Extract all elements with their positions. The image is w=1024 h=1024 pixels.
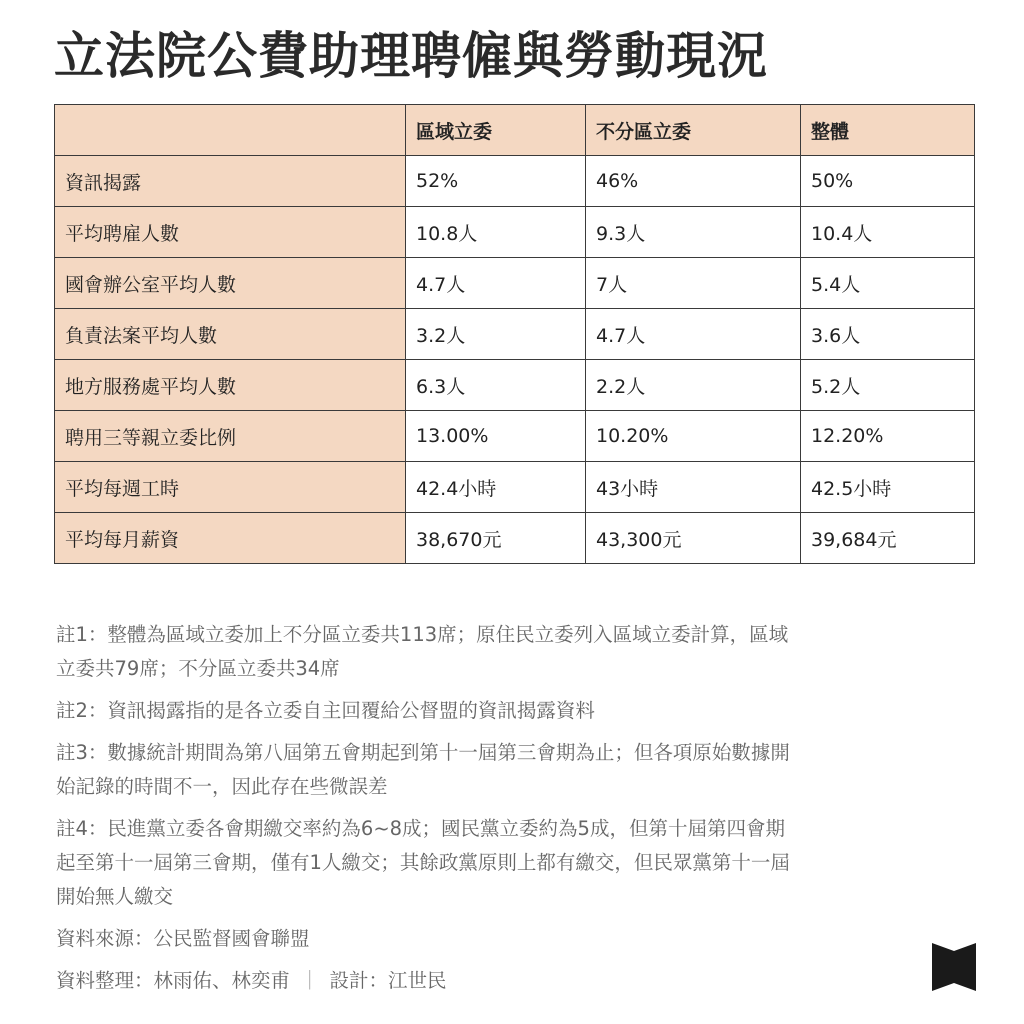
cell-at-large: 4.7人 [586, 309, 801, 360]
credits-line [56, 964, 936, 998]
publisher-logo-icon [932, 943, 976, 991]
cell-at-large: 46% [586, 156, 801, 207]
credits-separator: ｜ [300, 969, 320, 992]
cell-at-large: 7人 [586, 258, 801, 309]
table-row [55, 207, 975, 258]
cell-overall: 5.2人 [801, 360, 975, 411]
note-4 [56, 812, 936, 914]
note-4-line-1: 註4：民進黨立委各會期繳交率約為6~8成；國民黨立委約為5成，但第十屆第四會期 [56, 817, 785, 840]
cell-district: 10.8人 [406, 207, 586, 258]
table-row [55, 258, 975, 309]
row-label: 地方服務處平均人數 [55, 360, 406, 411]
note-3-line-1: 註3：數據統計期間為第八屆第五會期起到第十一屆第三會期為止；但各項原始數據開 [56, 741, 790, 764]
row-label: 平均每月薪資 [55, 513, 406, 564]
cell-overall: 3.6人 [801, 309, 975, 360]
cell-at-large: 10.20% [586, 411, 801, 462]
table-row [55, 309, 975, 360]
note-1-line-2: 立委共79席；不分區立委共34席 [56, 657, 340, 680]
header-district-legislators: 區域立委 [406, 105, 586, 156]
cell-overall: 10.4人 [801, 207, 975, 258]
header-empty-cell [55, 105, 406, 156]
note-1-line-1: 註1：整體為區域立委加上不分區立委共113席；原住民立委列入區域立委計算，區域 [56, 623, 789, 646]
table-row [55, 462, 975, 513]
cell-at-large: 9.3人 [586, 207, 801, 258]
cell-at-large: 43小時 [586, 462, 801, 513]
notes-section [56, 618, 936, 1006]
note-1 [56, 618, 936, 686]
cell-overall: 39,684元 [801, 513, 975, 564]
cell-district: 42.4小時 [406, 462, 586, 513]
note-2 [56, 694, 936, 728]
page-title: 立法院公費助理聘僱與勞動現況 [54, 27, 768, 85]
source-text: 資料來源：公民監督國會聯盟 [56, 927, 310, 950]
row-label: 平均每週工時 [55, 462, 406, 513]
table-row [55, 513, 975, 564]
data-table [54, 104, 975, 564]
table-row [55, 360, 975, 411]
cell-district: 38,670元 [406, 513, 586, 564]
cell-district: 13.00% [406, 411, 586, 462]
header-overall: 整體 [801, 105, 975, 156]
note-4-line-2: 起至第十一屆第三會期，僅有1人繳交；其餘政黨原則上都有繳交，但民眾黨第十一屆 [56, 851, 790, 874]
cell-district: 6.3人 [406, 360, 586, 411]
row-label: 負責法案平均人數 [55, 309, 406, 360]
cell-district: 4.7人 [406, 258, 586, 309]
cell-overall: 50% [801, 156, 975, 207]
row-label: 聘用三等親立委比例 [55, 411, 406, 462]
cell-at-large: 2.2人 [586, 360, 801, 411]
cell-district: 52% [406, 156, 586, 207]
row-label: 國會辦公室平均人數 [55, 258, 406, 309]
header-at-large-legislators: 不分區立委 [586, 105, 801, 156]
table-row [55, 156, 975, 207]
note-2-line-1: 註2：資訊揭露指的是各立委自主回覆給公督盟的資訊揭露資料 [56, 699, 595, 722]
cell-overall: 5.4人 [801, 258, 975, 309]
table-header-row [55, 105, 975, 156]
source-line [56, 922, 936, 956]
row-label: 平均聘雇人數 [55, 207, 406, 258]
note-3-line-2: 始記錄的時間不一，因此存在些微誤差 [56, 775, 388, 798]
note-4-line-3: 開始無人繳交 [56, 885, 174, 908]
cell-district: 3.2人 [406, 309, 586, 360]
note-3 [56, 736, 936, 804]
cell-overall: 42.5小時 [801, 462, 975, 513]
compiled-by-text: 資料整理：林雨佑、林奕甫 [56, 969, 291, 992]
row-label: 資訊揭露 [55, 156, 406, 207]
cell-overall: 12.20% [801, 411, 975, 462]
design-credit-text: 設計：江世民 [329, 969, 447, 992]
cell-at-large: 43,300元 [586, 513, 801, 564]
table-row [55, 411, 975, 462]
